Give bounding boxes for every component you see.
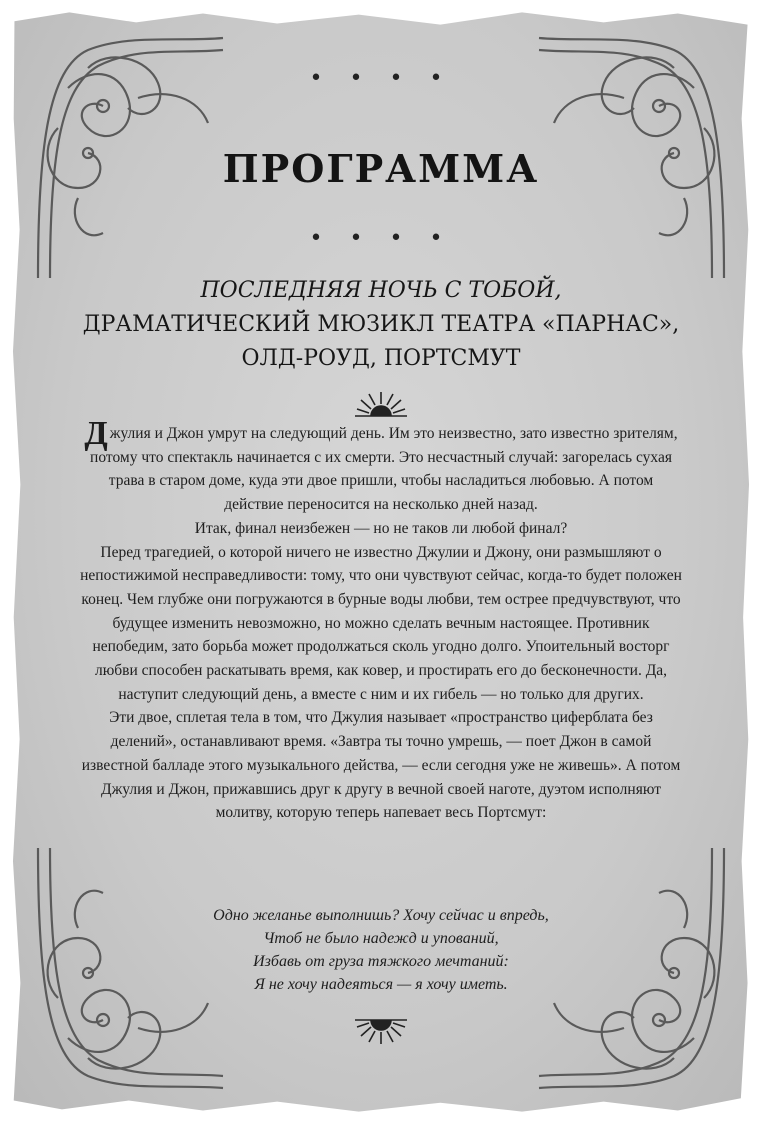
verse-line-4: Я не хочу надеяться — я хочу иметь. xyxy=(254,976,508,993)
subtitle-address: ОЛД-РОУД, ПОРТСМУТ xyxy=(241,346,521,371)
paragraph-3: Перед трагедией, о которой ничего не известно Джулии и Джону, они размышляют о непостижимой несправедливости: тому, что они чувствуют сейчас, когда-то будет положен конец. Чем глубже они погружаются в бурные воды любви, тем острее предчувствуют, что будущее изменить невозможно, но можно сделать вечным настоящее. Противник непобедим, зато борьба может продолжаться сколь угодно долго. Упоительный восторг любви способен раскатывать время, как ковер, и простирать его до бесконечности. Да, наступит следующий день, а вместе с ним и их гибель — но только для других. xyxy=(80,543,682,703)
program-text xyxy=(80,415,682,825)
drop-cap: Д xyxy=(84,415,108,452)
paragraph-2: Итак, финал неизбежен — но не таков ли любой финал? xyxy=(194,519,568,537)
sunburst-icon xyxy=(353,390,409,418)
dots-ornament-bottom: • • • • xyxy=(309,226,453,251)
sunburst-icon-inverted xyxy=(353,1018,409,1046)
dots-ornament-top: • • • • xyxy=(309,66,453,91)
subtitle-show-name: ПОСЛЕДНЯЯ НОЧЬ С ТОБОЙ, xyxy=(200,278,562,303)
show-subtitle xyxy=(60,274,702,376)
paragraph-1 xyxy=(80,415,682,517)
paragraph-1-text: жулия и Джон умрут на следующий день. Им это неизвестно, зато известно зрителям, потому что спектакль начинается с их смерти. Это несчастный случай: загорелась сухая трава в старом доме, куда эти двое пришли, чтобы насладиться любовью. А потом действие переносится на несколько дней назад. xyxy=(90,425,678,514)
verse-line-2: Чтоб не было надежд и упований, xyxy=(263,930,499,947)
subtitle-theatre: ДРАМАТИЧЕСКИЙ МЮЗИКЛ ТЕАТРА «ПАРНАС», xyxy=(82,312,680,337)
verse-line-3: Избавь от груза тяжкого мечтаний: xyxy=(253,953,509,970)
verse-line-1: Одно желанье выполнишь? Хочу сейчас и впредь, xyxy=(213,907,549,924)
page-title: ПРОГРАММА xyxy=(222,146,540,191)
song-verse xyxy=(100,904,662,996)
paragraph-4: Эти двое, сплетая тела в том, что Джулия называет «пространство циферблата без делений», останавливают время. «Завтра ты точно умрешь, — поет Джон в самой известной балладе этого музыкального действа, — если сегодня уже не живешь». А потом Джулия и Джон, прижавшись друг к другу в вечной своей наготе, дуэтом исполняют молитву, которую теперь напевает весь Портсмут: xyxy=(81,709,681,822)
